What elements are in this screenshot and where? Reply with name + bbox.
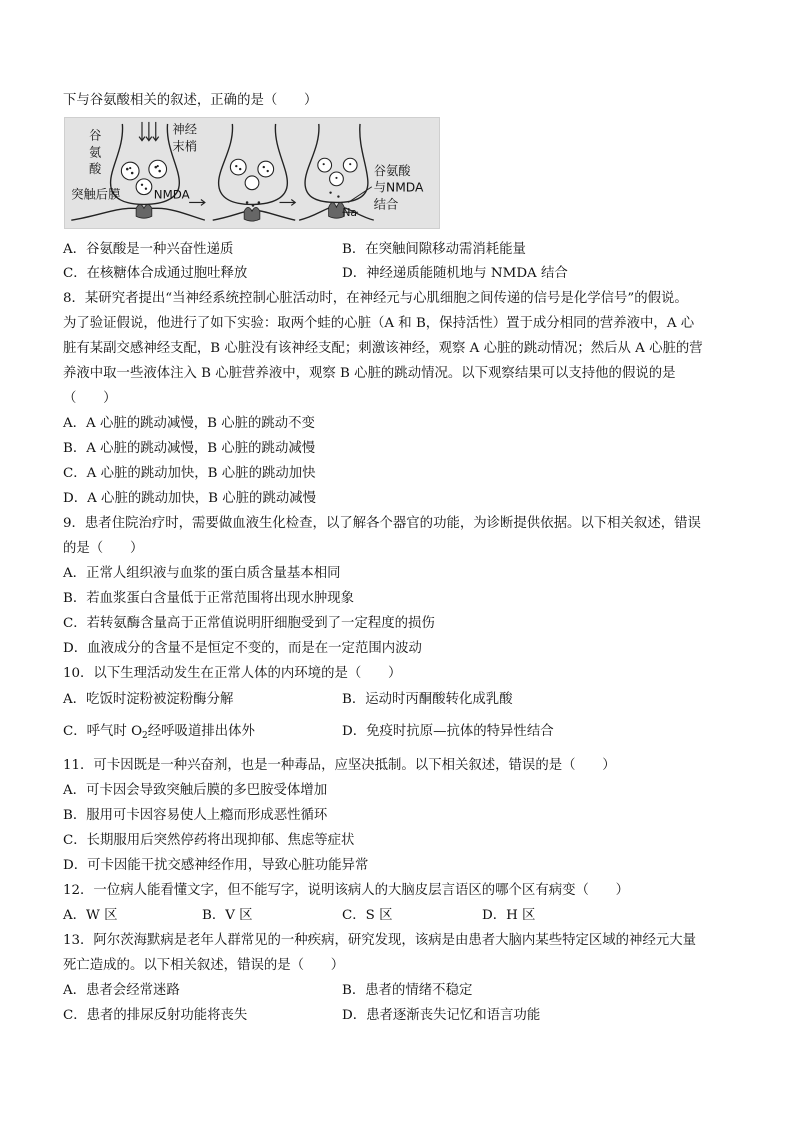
q11-option-c: C．长期服用后突然停药将出现抑郁、焦虑等症状 xyxy=(63,833,355,848)
q10-option-d: D．免疫时抗原—抗体的特异性结合 xyxy=(342,724,554,739)
q9-stem-line: 的是（ ） xyxy=(63,541,144,556)
fig-label-glu-2: 氨 xyxy=(88,145,102,160)
q7-option-c: C．在核糖体合成通过胞吐释放 xyxy=(63,266,248,281)
q7-option-b: B．在突触间隙移动需消耗能量 xyxy=(342,242,526,257)
q7-option-d: D．神经递质能随机地与 NMDA 结合 xyxy=(342,266,568,281)
q13-option-d: D．患者逐渐丧失记忆和语言功能 xyxy=(342,1008,541,1023)
fig-label-postsynaptic: 突触后膜 xyxy=(71,187,121,202)
q11-option-a: A．可卡因会导致突触后膜的多巴胺受体增加 xyxy=(63,783,328,798)
fig-label-glu-1: 谷 xyxy=(88,128,102,143)
q9-stem-line: 9．患者住院治疗时，需要做血液生化检查，以了解各个器官的功能，为诊断提供依据。以下相关叙述，错误 xyxy=(63,516,701,531)
q9-option-b: B．若血浆蛋白含量低于正常范围将出现水肿现象 xyxy=(63,591,355,606)
fig-label-binding-3: 结合 xyxy=(373,197,399,212)
q9-option-d: D．血液成分的含量不是恒定不变的，而是在一定范围内波动 xyxy=(63,641,422,656)
q8-option-b: B．A 心脏的跳动减慢，B 心脏的跳动减慢 xyxy=(63,441,316,456)
q12-option-d: D．H 区 xyxy=(482,908,536,923)
q8-stem-line: 养液中取一些液体注入 B 心脏营养液中，观察 B 心脏的跳动情况。以下观察结果可以支持他的假说的是 xyxy=(63,366,676,381)
q9-option-c: C．若转氨酶含量高于正常值说明肝细胞受到了一定程度的损伤 xyxy=(63,616,435,631)
q12-option-a: A．W 区 xyxy=(63,908,118,923)
q10-option-c-text-end: 经呼吸道排出体外 xyxy=(147,724,255,739)
q13-option-c: C．患者的排尿反射功能将丧失 xyxy=(63,1008,248,1023)
fig-label-glu-3: 酸 xyxy=(88,162,102,176)
q10-option-b: B．运动时丙酮酸转化成乳酸 xyxy=(342,692,513,707)
synapse-diagram xyxy=(64,117,440,229)
q10-option-c-subscript: 2 xyxy=(142,731,148,741)
q11-option-b: B．服用可卡因容易使人上瘾而形成恶性循环 xyxy=(63,808,328,823)
q9-option-a: A．正常人组织液与血浆的蛋白质含量基本相同 xyxy=(63,566,341,581)
fig-label-binding-2: 与NMDA xyxy=(373,180,424,195)
q8-stem-line: 为了验证假说，他进行了如下实验：取两个蛙的心脏（A 和 B，保持活性）置于成分相同的营养液中，A 心 xyxy=(63,316,695,331)
q13-stem-line: 13．阿尔茨海默病是老年人群常见的一种疾病，研究发现，该病是由患者大脑内某些特定区域的神经元大量 xyxy=(63,933,697,948)
q8-stem-line: 8．某研究者提出“当神经系统控制心脏活动时，在神经元与心肌细胞之间传递的信号是化学信号”的假说。 xyxy=(63,291,688,306)
q10-option-a: A．吃饭时淀粉被淀粉酶分解 xyxy=(63,692,234,707)
q10-stem: 10．以下生理活动发生在正常人体的内环境的是（ ） xyxy=(63,666,402,681)
q12-stem: 12．一位病人能看懂文字，但不能写字，说明该病人的大脑皮层言语区的哪个区有病变（ ） xyxy=(63,883,630,898)
fig-label-nerve-end-2: 末梢 xyxy=(172,139,197,154)
q13-option-a: A．患者会经常迷路 xyxy=(63,983,180,998)
q13-stem-line: 死亡造成的。以下相关叙述，错误的是（ ） xyxy=(63,958,345,973)
fig-label-binding-1: 谷氨酸 xyxy=(373,163,411,178)
fig-label-nerve-end-1: 神经 xyxy=(172,122,197,137)
q8-stem-line: （ ） xyxy=(63,391,117,406)
q8-option-c: C．A 心脏的跳动加快，B 心脏的跳动加快 xyxy=(63,466,316,481)
synapse-diagram-svg xyxy=(65,118,439,228)
q12-option-b: B．V 区 xyxy=(202,908,253,923)
fig-label-nmda: NMDA xyxy=(153,187,190,202)
q13-option-b: B．患者的情绪不稳定 xyxy=(342,983,473,998)
q11-stem: 11．可卡因既是一种兴奋剂，也是一种毒品，应坚决抵制。以下相关叙述，错误的是（ ） xyxy=(63,758,616,773)
q10-option-c xyxy=(63,723,255,745)
q7-option-a: A．谷氨酸是一种兴奋性递质 xyxy=(63,242,234,257)
q10-option-c-text: C．呼气时 O xyxy=(63,724,143,739)
q11-option-d: D．可卡因能干扰交感神经作用，导致心脏功能异常 xyxy=(63,858,369,873)
q8-stem-line: 脏有某副交感神经支配，B 心脏没有该神经支配；刺激该神经，观察 A 心脏的跳动情况；然后从 A 心脏的营 xyxy=(63,341,703,356)
q7-stem: 下与谷氨酸相关的叙述，正确的是（ ） xyxy=(63,93,318,108)
q8-option-d: D．A 心脏的跳动加快，B 心脏的跳动减慢 xyxy=(63,491,317,506)
fig-label-na: Na xyxy=(342,206,358,220)
q12-option-c: C．S 区 xyxy=(342,908,393,923)
q8-option-a: A．A 心脏的跳动减慢，B 心脏的跳动不变 xyxy=(63,416,315,431)
